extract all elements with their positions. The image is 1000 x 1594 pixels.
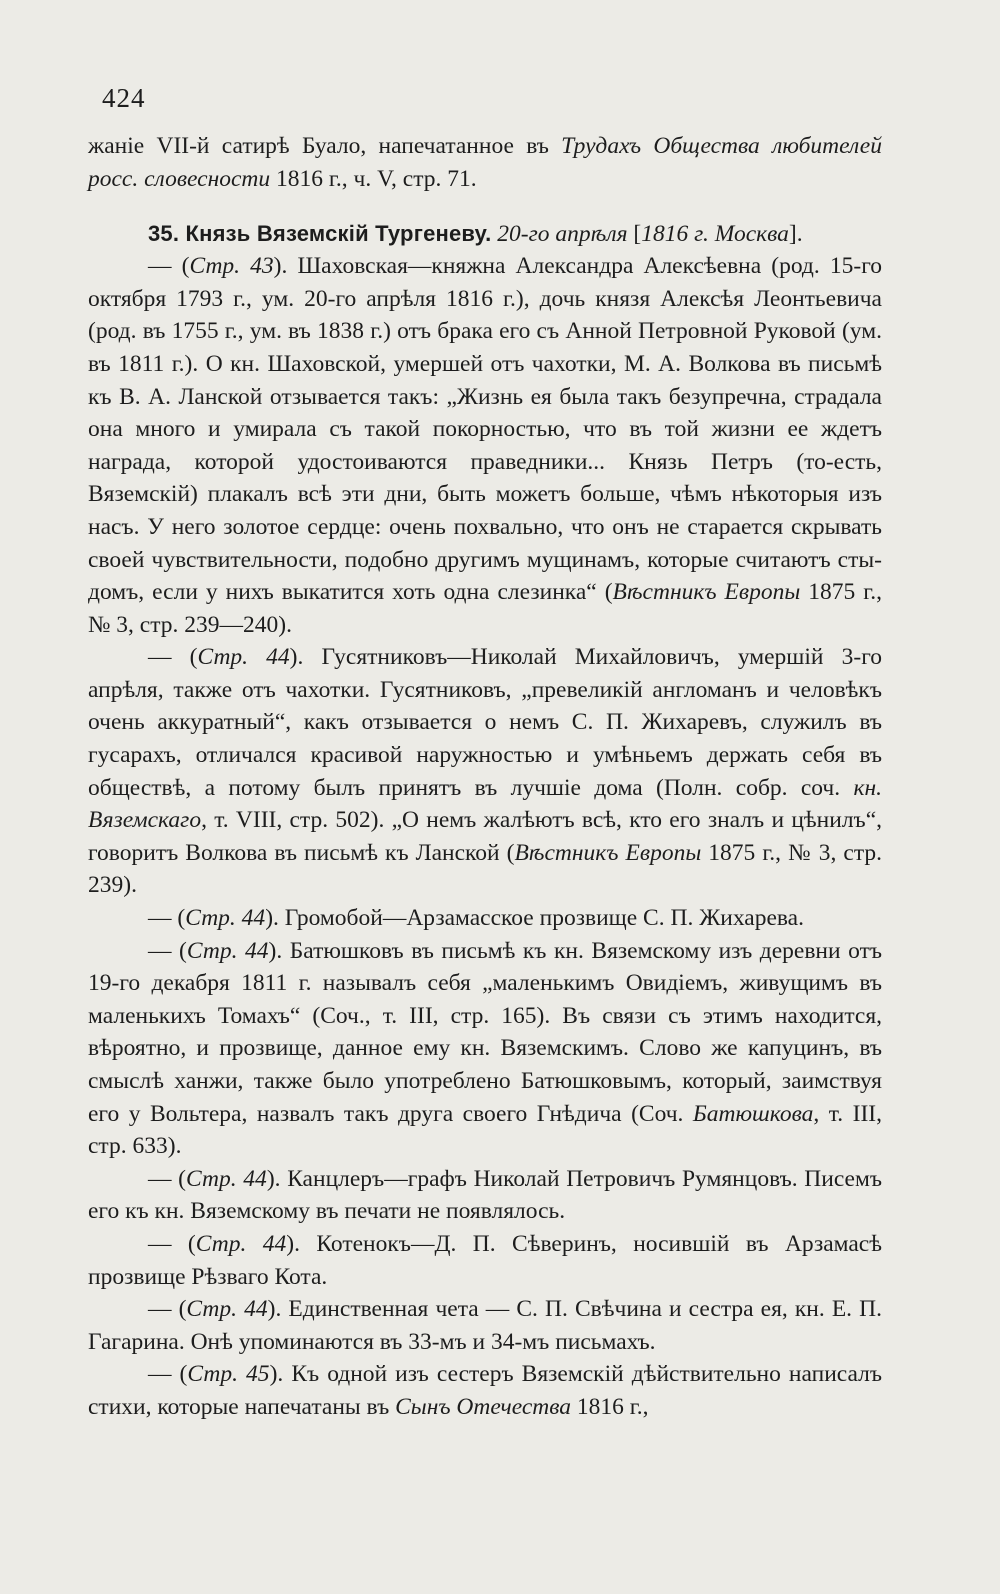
text-run: 1875 г., № 3, стр. 239). bbox=[88, 839, 883, 899]
text-run: , т. III, стр. 633). bbox=[88, 1100, 882, 1160]
text-run: — ( bbox=[148, 937, 187, 964]
italic-text: 20-го апрѣля bbox=[497, 220, 628, 247]
text-run: [ bbox=[627, 220, 642, 247]
italic-text: 1816 г. Москва bbox=[641, 220, 789, 247]
text-run: 1816 г., ч. V, стр. 71. bbox=[270, 165, 477, 192]
commentary-paragraph bbox=[88, 641, 882, 902]
text-run: ). Единственная чета — С. П. Свѣчина и сестра ея, кн. Е. П. Гагарина. Онѣ упоминаются въ 33-мъ и 34-мъ письмахъ. bbox=[88, 1296, 882, 1355]
text-run: ). Батюшковъ въ письмѣ къ кн. Вяземскому изъ деревни отъ 19-го декабря 1811 г. называлъ себя „маленькимъ Овидіемъ, живущимъ въ маленькихъ Томахъ“ (Соч., т. III, стр. 165). Въ связи съ этимъ находится, вѣроятно, и прозвище, данное ему кн. Вяземскимъ. Слово же капуцинъ, въ смыслѣ ханжи, также было употреблено Батюшковымъ, который, заимствуя его у Вольтера, назвалъ такъ друга своего Гнѣдича (Соч. bbox=[88, 937, 882, 1127]
text-run: 1816 г., bbox=[571, 1393, 649, 1420]
italic-text: Стр. 44 bbox=[195, 1230, 287, 1257]
body-text bbox=[88, 130, 882, 1423]
italic-text: Вѣстникъ Европы bbox=[612, 579, 801, 606]
commentary-paragraph bbox=[88, 1293, 882, 1358]
italic-text: Стр. 43 bbox=[189, 253, 274, 280]
text-run: — ( bbox=[148, 253, 190, 280]
italic-text: Батюшкова bbox=[692, 1100, 814, 1127]
italic-text: Вѣстникъ Европы bbox=[514, 839, 702, 866]
text-run: — ( bbox=[148, 1165, 187, 1192]
italic-text: Сынъ Отечества bbox=[395, 1393, 572, 1420]
commentary-paragraph bbox=[88, 902, 882, 935]
commentary-paragraph bbox=[88, 935, 882, 1163]
text-run: ). Котенокъ—Д. П. Сѣверинъ, носившій въ Арзамасѣ прозвище Рѣзваго Кота. bbox=[88, 1230, 882, 1290]
letter-heading bbox=[88, 218, 882, 251]
text-run: — ( bbox=[148, 644, 198, 671]
text-run: ). Шаховская—княжна Александра Алексѣевна (род. 15-го октября 1793 г., ум. 20-го апрѣля 1816 г.), дочь князя Алексѣя Леонтьевича (род. въ 1755 г., ум. въ 1838 г.) отъ брака его съ Анной Петровной Руковой (ум. въ 1811 г.). О кн. Шаховской, умершей отъ чахотки, М. А. Волкова въ письмѣ къ В. А. Ланской отзывается такъ: „Жизнь ея была такъ безупречна, страдала она много и умирала съ такой покорностью, что въ той жизни ее ждетъ награда, которой удостоиваются праведники... Князь Петръ (то-есть, Вяземскій) плакалъ всѣ эти дни, быть можетъ больше, чѣмъ нѣкоторыя изъ насъ. У него золотое сердце: очень похвально, что онъ не старается скрывать своей чувствительности, подобно другимъ мущинамъ, которые считаютъ стыдомъ, если у нихъ выкатится хоть одна слезинка“ ( bbox=[88, 253, 882, 606]
italic-text: Стр. 44 bbox=[186, 1165, 267, 1192]
text-run: ). Канцлеръ—графъ Николай Петровичъ Румянцовъ. Писемъ его къ кн. Вяземскому въ печати не появлялось. bbox=[88, 1165, 883, 1225]
commentary-paragraph bbox=[88, 1228, 882, 1293]
text-run: жаніе VII-й сатирѣ Буало, напечатанное въ bbox=[88, 133, 562, 160]
text-run: ). Къ одной изъ сестеръ Вяземскій дѣйствительно написалъ стихи, которые напечатаны въ bbox=[88, 1361, 883, 1420]
text-run: 1875 г., № 3, стр. 239—240). bbox=[88, 579, 882, 638]
italic-text: Трудахъ Общества любителей росс. словесности bbox=[88, 133, 882, 192]
text-run: — ( bbox=[148, 1296, 187, 1323]
text-run: , т. VIII, стр. 502). „О немъ жалѣютъ всѣ, кто его зналъ и цѣнилъ“, говоритъ Волкова въ письмѣ къ Ланской ( bbox=[88, 807, 882, 866]
italic-text: кн. Вяземскаго bbox=[88, 774, 882, 834]
text-run: — ( bbox=[148, 1361, 188, 1388]
page-number: 424 bbox=[102, 83, 146, 113]
text-run: ). Гусятниковъ—Николай Михайловичъ, умершій 3-го апрѣля, также отъ чахотки. Гусятниковъ, „превеликій англоманъ и человѣкъ очень аккуратный“, какъ отзывается о немъ С. П. Жихаревъ, служилъ въ гусарахъ, отличался красивой наружностью и умѣньемъ держать себя въ обществѣ, а потому былъ принятъ въ лучшіе дома (Полн. собр. соч. bbox=[88, 644, 882, 801]
letter-title: 35. Князь Вяземскій Тургеневу. bbox=[148, 220, 492, 246]
italic-text: Стр. 44 bbox=[197, 644, 290, 671]
commentary-paragraph bbox=[88, 130, 882, 195]
text-run: — ( bbox=[148, 1230, 196, 1257]
commentary-paragraph bbox=[88, 250, 882, 641]
commentary-paragraph bbox=[88, 1358, 882, 1423]
italic-text: Стр. 44 bbox=[186, 937, 269, 964]
text-run: — ( bbox=[148, 905, 186, 932]
italic-text: Стр. 44 bbox=[186, 1296, 268, 1323]
italic-text: Стр. 45 bbox=[187, 1361, 270, 1388]
commentary-paragraph bbox=[88, 1163, 882, 1228]
text-run: ). Громобой—Арзамасское прозвище С. П. Жихарева. bbox=[265, 905, 804, 932]
text-run: ]. bbox=[788, 220, 803, 247]
italic-text: Стр. 44 bbox=[185, 905, 266, 932]
